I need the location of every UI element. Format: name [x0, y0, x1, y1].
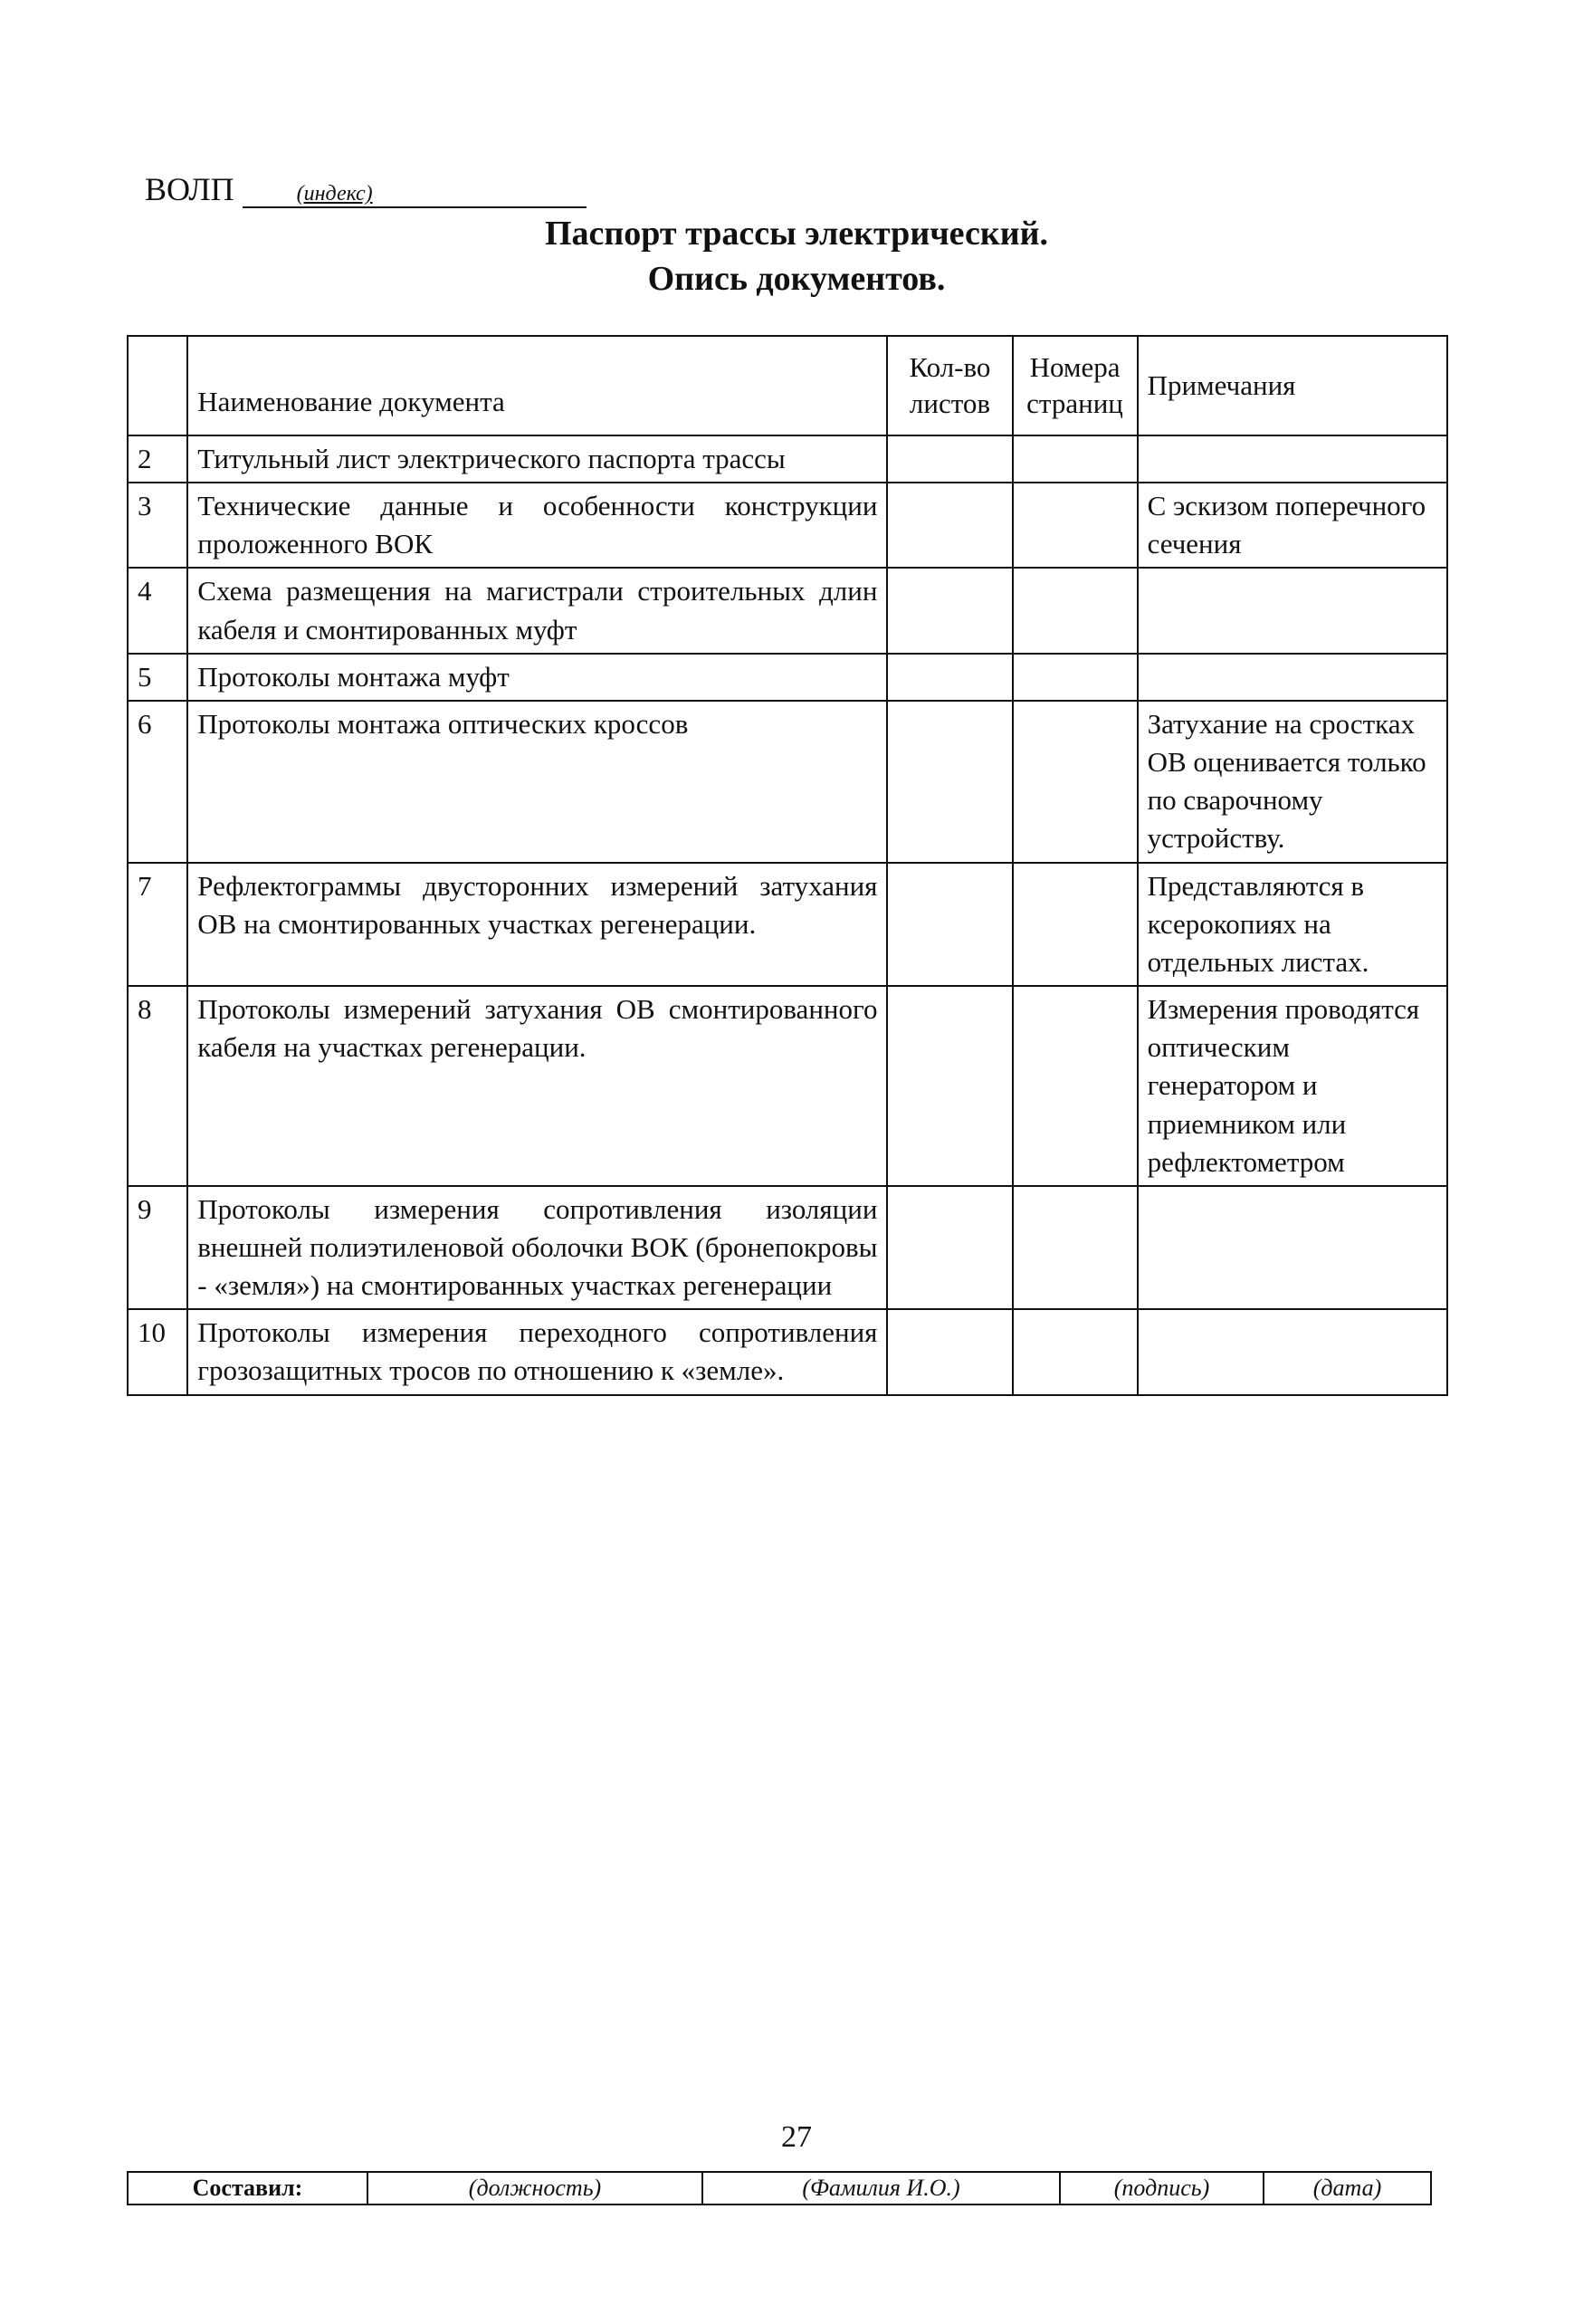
table-row [128, 701, 1447, 863]
page-numbers [1013, 1309, 1138, 1394]
table-row [128, 1309, 1447, 1394]
document-name: Протоколы измерения переходного сопротивления грозозащитных тросов по отношению к «земле». [187, 1309, 887, 1394]
volp-prefix: ВОЛП [145, 171, 234, 207]
page-numbers [1013, 1186, 1138, 1309]
signature-block [127, 2171, 1432, 2205]
note [1138, 568, 1447, 653]
position-field: (должность) [367, 2172, 702, 2204]
sheet-count [887, 701, 1012, 863]
date-field: (дата) [1264, 2172, 1431, 2204]
page-numbers [1013, 568, 1138, 653]
page-title: Паспорт трассы электрический. [544, 215, 1049, 253]
col-header-no [128, 336, 187, 435]
document-name: Протоколы измерений затухания ОВ смонтированного кабеля на участках регенерации. [187, 986, 887, 1186]
sheet-count [887, 1309, 1012, 1394]
note: Затухание на сростках ОВ оценивается только по сварочному устройству. [1138, 701, 1447, 863]
note [1138, 1309, 1447, 1394]
row-number: 2 [128, 435, 187, 483]
sheet-count [887, 654, 1012, 701]
table-row [128, 568, 1447, 653]
index-field: (индекс) [243, 182, 587, 208]
sheet-count [887, 568, 1012, 653]
document-name: Протоколы измерения сопротивления изоляции внешней полиэтиленовой оболочки ВОК (бронепокровы - «земля») на смонтированных участках регенерации [187, 1186, 887, 1309]
row-number: 7 [128, 863, 187, 986]
name-field: (Фамилия И.О.) [702, 2172, 1060, 2204]
document-name: Технические данные и особенности конструкции проложенного ВОК [187, 483, 887, 568]
row-number: 10 [128, 1309, 187, 1394]
page-number: 27 [781, 2120, 812, 2154]
col-header-count: Кол-во листов [887, 336, 1012, 435]
row-number: 6 [128, 701, 187, 863]
table-row [128, 435, 1447, 483]
sheet-count [887, 483, 1012, 568]
sheet-count [887, 1186, 1012, 1309]
signature-field: (подпись) [1060, 2172, 1264, 2204]
sheet-count [887, 986, 1012, 1186]
document-name: Рефлектограммы двусторонних измерений затухания ОВ на смонтированных участках регенерации. [187, 863, 887, 986]
page-subtitle: Опись документов. [647, 260, 946, 298]
col-header-notes: Примечания [1138, 336, 1447, 435]
sheet-count [887, 435, 1012, 483]
note [1138, 1186, 1447, 1309]
table-row [128, 654, 1447, 701]
page-numbers [1013, 986, 1138, 1186]
row-number: 9 [128, 1186, 187, 1309]
note: Представляются в ксерокопиях на отдельных листах. [1138, 863, 1447, 986]
table-row [128, 483, 1447, 568]
documents-table [127, 335, 1448, 1396]
row-number: 4 [128, 568, 187, 653]
row-number: 8 [128, 986, 187, 1186]
page-numbers [1013, 863, 1138, 986]
table-row [128, 1186, 1447, 1309]
composed-by-label: Составил: [128, 2172, 367, 2204]
document-name: Схема размещения на магистрали строительных длин кабеля и смонтированных муфт [187, 568, 887, 653]
page-numbers [1013, 701, 1138, 863]
table-row [128, 863, 1447, 986]
row-number: 3 [128, 483, 187, 568]
note [1138, 654, 1447, 701]
document-name: Титульный лист электрического паспорта трассы [187, 435, 887, 483]
note: С эскизом поперечного сечения [1138, 483, 1447, 568]
note [1138, 435, 1447, 483]
table-row [128, 986, 1447, 1186]
col-header-name: Наименование документа [187, 336, 887, 435]
col-header-pages: Номера страниц [1013, 336, 1138, 435]
note: Измерения проводятся оптическим генератором и приемником или рефлектометром [1138, 986, 1447, 1186]
sheet-count [887, 863, 1012, 986]
page-numbers [1013, 483, 1138, 568]
header-line [145, 170, 587, 208]
row-number: 5 [128, 654, 187, 701]
document-name: Протоколы монтажа муфт [187, 654, 887, 701]
document-name: Протоколы монтажа оптических кроссов [187, 701, 887, 863]
page-numbers [1013, 435, 1138, 483]
page-numbers [1013, 654, 1138, 701]
